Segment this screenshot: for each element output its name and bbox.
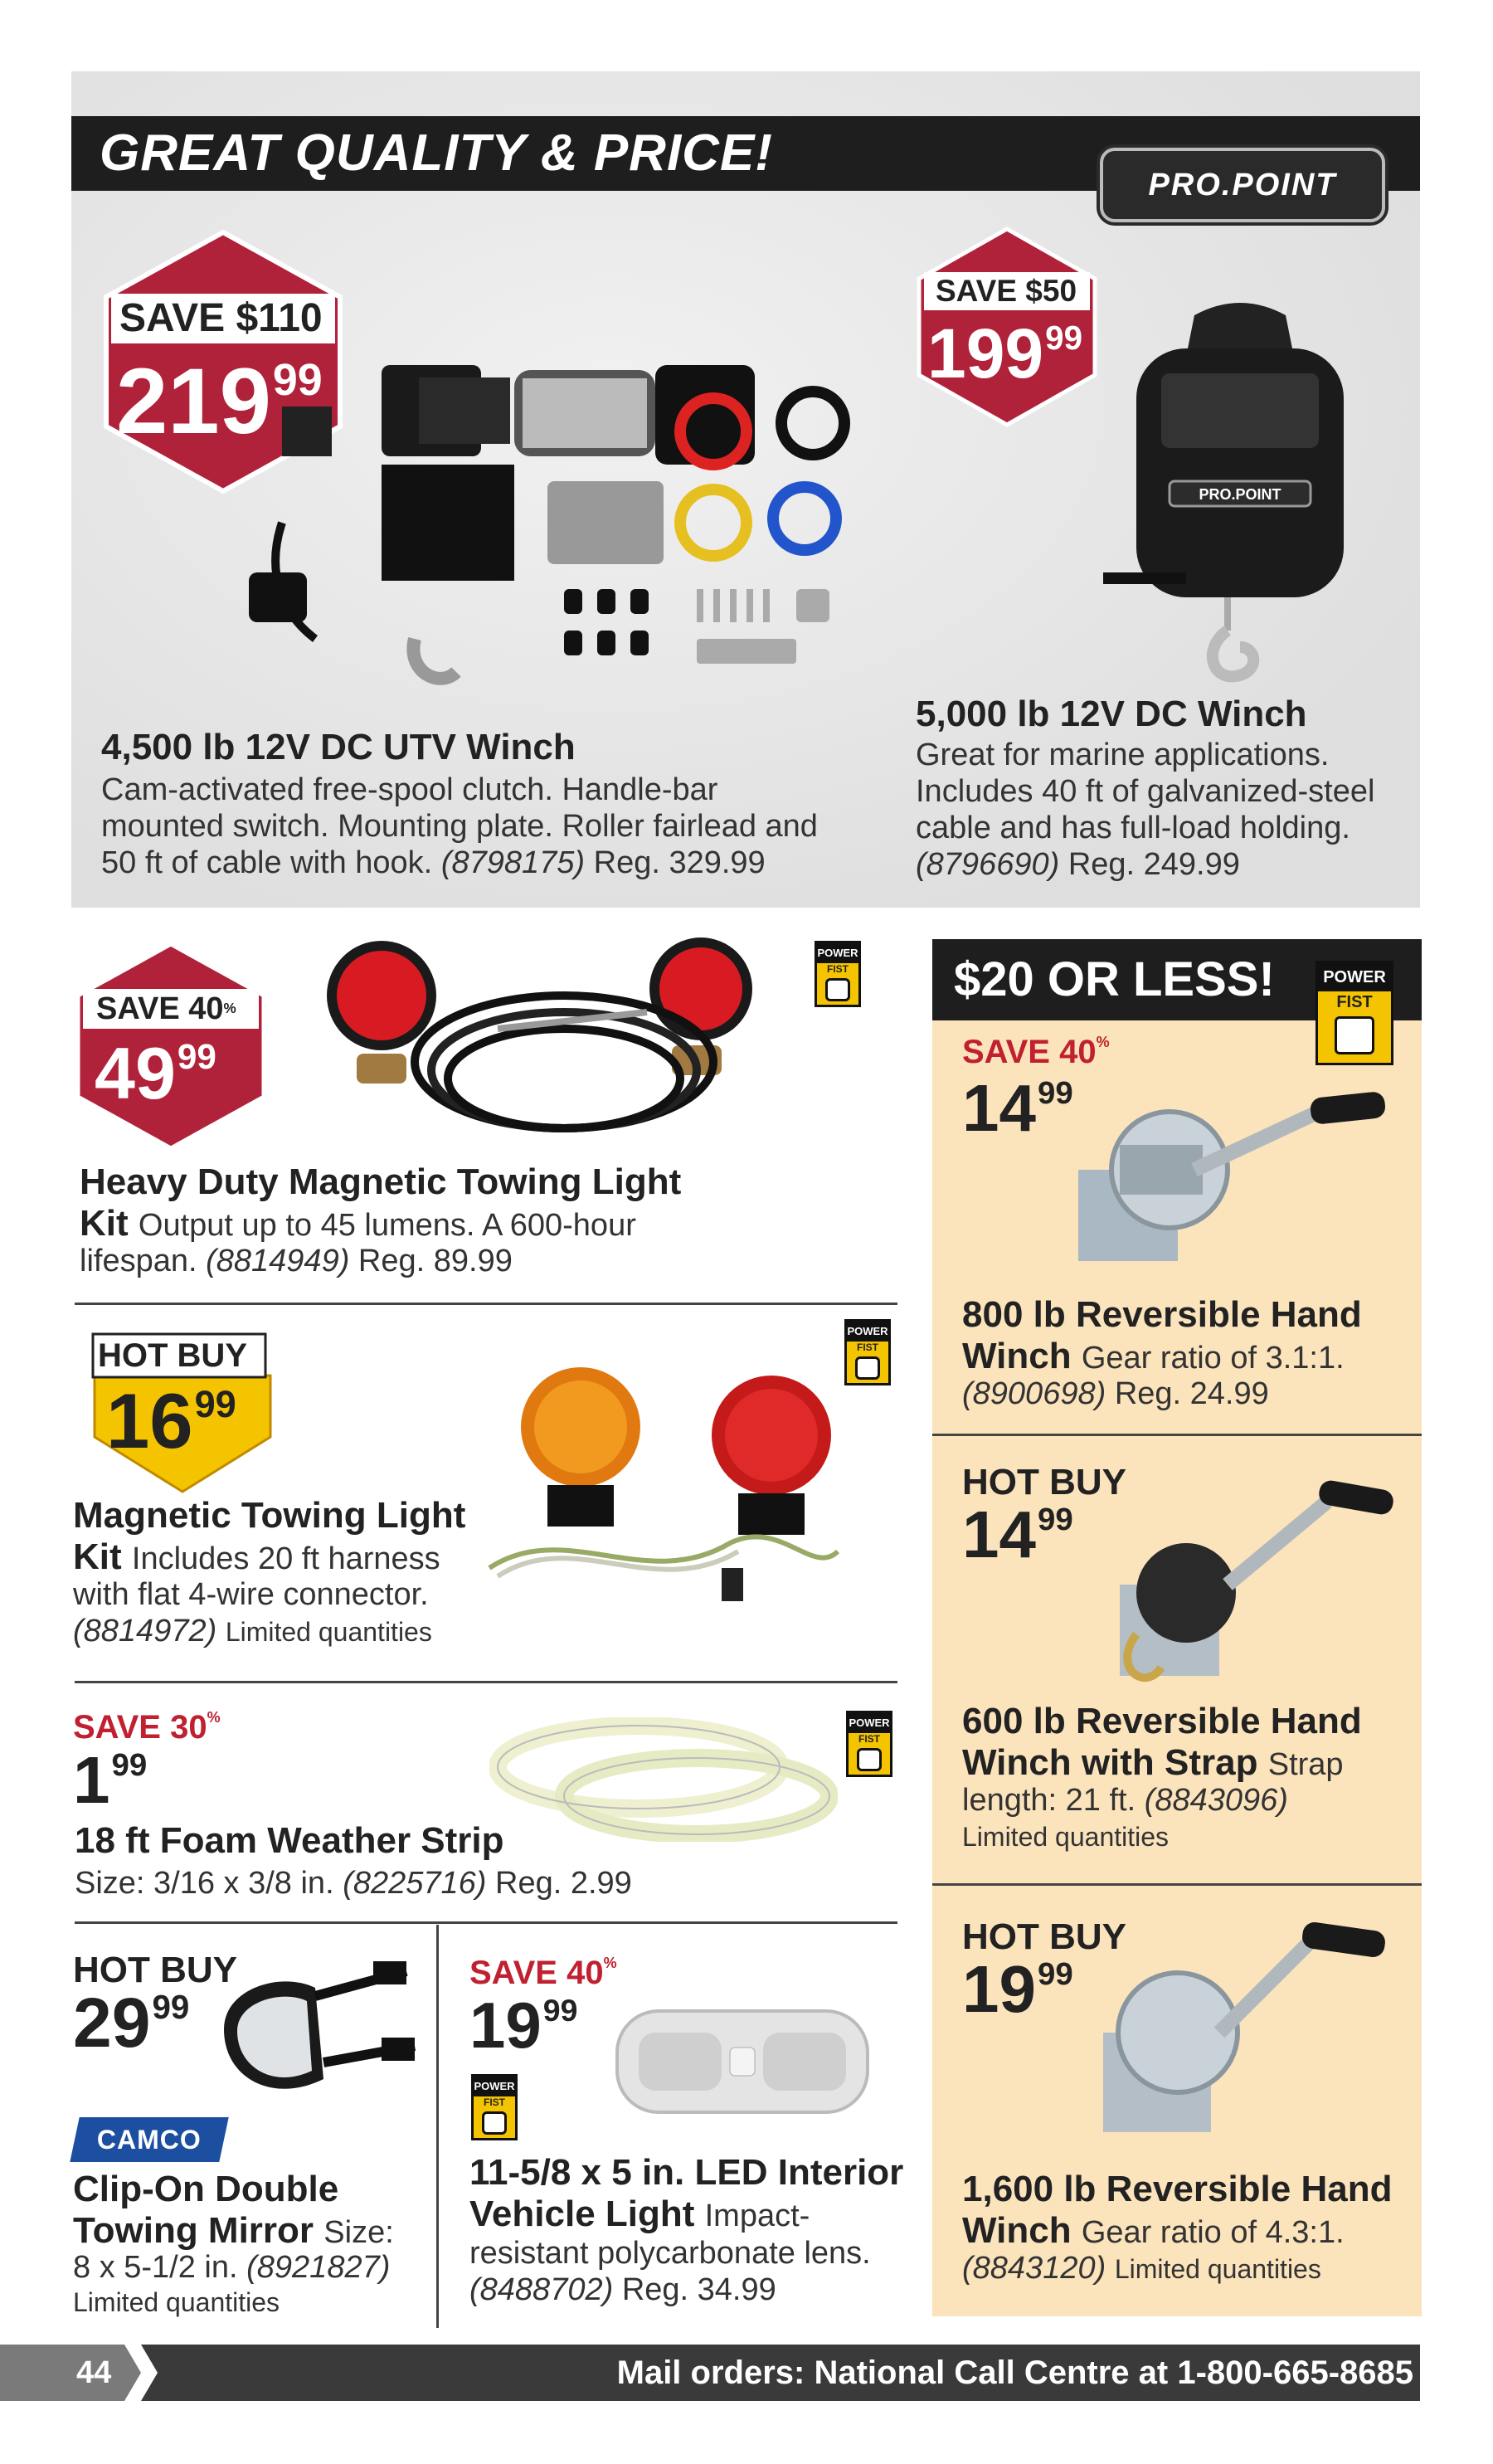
price-dollars: 19 bbox=[962, 1952, 1036, 2026]
hot-buy-label: HOT BUY bbox=[73, 1950, 237, 1990]
fist-icon bbox=[855, 1356, 880, 1380]
name-text: Winch bbox=[962, 1336, 1072, 1376]
save-text: SAVE 40 bbox=[96, 991, 224, 1026]
price-cents: 99 bbox=[542, 1992, 578, 2028]
product-name-towing bbox=[73, 1495, 465, 1578]
desc-text: Gear ratio of 3.1:1. bbox=[1081, 1341, 1345, 1376]
desc-line bbox=[469, 2272, 871, 2308]
power-fist-logo bbox=[815, 941, 861, 1007]
hero-title: GREAT QUALITY & PRICE! bbox=[100, 124, 773, 182]
product-name-mirror bbox=[73, 2169, 394, 2252]
power-fist-top: POWER bbox=[1318, 963, 1391, 991]
price bbox=[95, 1032, 216, 1114]
price-dollars: 49 bbox=[95, 1032, 176, 1114]
fist-icon bbox=[825, 978, 850, 1001]
price-cents: 99 bbox=[152, 1988, 190, 2027]
hot-buy-label: HOT BUY bbox=[962, 1916, 1126, 1957]
power-fist-top: POWER bbox=[817, 943, 858, 963]
save-label bbox=[962, 1034, 1110, 1071]
fist-icon bbox=[857, 1748, 882, 1771]
desc-line: mounted switch. Mounting plate. Roller fairlead and bbox=[101, 809, 818, 844]
limited-note: Limited quantities bbox=[962, 1822, 1170, 1852]
name-line: Heavy Duty Magnetic Towing Light bbox=[80, 1161, 682, 1202]
price bbox=[106, 1377, 236, 1464]
hot-buy-label: HOT BUY bbox=[98, 1337, 247, 1374]
sku: (8225716) bbox=[343, 1866, 487, 1901]
name-line: 600 lb Reversible Hand bbox=[962, 1701, 1362, 1741]
desc-line: Includes 40 ft of galvanized-steel bbox=[916, 774, 1375, 809]
price-dollars: 199 bbox=[927, 314, 1044, 392]
led-light-image bbox=[614, 2008, 871, 2116]
product-name-utv-winch: 4,500 lb 12V DC UTV Winch bbox=[101, 727, 576, 767]
desc-text: Impact- bbox=[704, 2199, 810, 2233]
name-line bbox=[962, 1742, 1362, 1784]
divider bbox=[75, 1303, 897, 1305]
price-dollars: 16 bbox=[106, 1377, 193, 1464]
power-fist-mid: FIST bbox=[858, 1733, 880, 1745]
name-text: Vehicle Light bbox=[469, 2194, 695, 2234]
price-dollars: 1 bbox=[73, 1743, 110, 1817]
product-desc-mirror bbox=[73, 2250, 390, 2320]
save-text: SAVE 30 bbox=[73, 1709, 207, 1746]
reg-price: Reg. 34.99 bbox=[621, 2272, 776, 2307]
percent-sign: % bbox=[1096, 1034, 1110, 1050]
reg-price: Reg. 329.99 bbox=[593, 845, 766, 880]
price bbox=[73, 1984, 190, 2062]
towing-light-image bbox=[464, 1352, 863, 1601]
limited-note: Limited quantities bbox=[225, 1617, 432, 1647]
price-cents: 99 bbox=[1037, 1502, 1073, 1538]
price-cents: 99 bbox=[177, 1037, 216, 1077]
save-label bbox=[96, 989, 236, 1029]
name-text: Towing Mirror bbox=[73, 2210, 314, 2251]
fist-icon bbox=[482, 2111, 507, 2135]
panel-title: $20 OR LESS! bbox=[954, 952, 1275, 1006]
price-cents: 99 bbox=[272, 355, 323, 406]
sku: (8814949) bbox=[206, 1244, 350, 1278]
percent-sign: % bbox=[603, 1955, 617, 1971]
reg-price: Reg. 249.99 bbox=[1067, 847, 1240, 882]
name-line bbox=[469, 2194, 903, 2235]
save-label bbox=[73, 1709, 221, 1746]
hand-winch-1600-image bbox=[1095, 1908, 1402, 2157]
product-name-winch800 bbox=[962, 1294, 1362, 1377]
fist-icon bbox=[1335, 1016, 1374, 1054]
desc-text: Gear ratio of 4.3:1. bbox=[1081, 2215, 1345, 2250]
save-label: SAVE $110 bbox=[119, 296, 323, 340]
desc-line: cable and has full-load holding. bbox=[916, 811, 1350, 845]
name-line bbox=[73, 1536, 465, 1578]
name-line: Clip-On Double bbox=[73, 2169, 339, 2209]
price-hexagon-right bbox=[916, 226, 1098, 428]
divider bbox=[932, 1434, 1422, 1436]
power-fist-mid: FIST bbox=[1336, 993, 1373, 1011]
desc-line: resistant polycarbonate lens. bbox=[469, 2236, 871, 2271]
name-line: 11-5/8 x 5 in. LED Interior bbox=[469, 2152, 904, 2193]
price-dollars: 219 bbox=[116, 349, 271, 453]
save-text: SAVE 40 bbox=[469, 1955, 604, 1991]
product-desc-winch800 bbox=[962, 1376, 1269, 1412]
power-fist-logo bbox=[471, 2074, 518, 2140]
desc-line: with flat 4-wire connector. bbox=[73, 1577, 429, 1612]
product-desc-utv-winch bbox=[101, 772, 897, 881]
desc-text: Includes 20 ft harness bbox=[131, 1541, 440, 1576]
desc-line bbox=[916, 846, 1413, 883]
desc-line bbox=[101, 845, 897, 881]
power-fist-logo bbox=[846, 1711, 892, 1777]
camco-logo-text: CAMCO bbox=[97, 2124, 202, 2155]
price bbox=[962, 1497, 1073, 1571]
percent-sign: % bbox=[223, 1001, 236, 1016]
desc-line bbox=[73, 1613, 432, 1650]
dc-winch-image bbox=[1103, 299, 1377, 689]
sku: (8488702) bbox=[469, 2272, 614, 2307]
camco-logo bbox=[70, 2117, 228, 2162]
desc-text: Size: bbox=[323, 2215, 394, 2250]
product-desc-winch600 bbox=[962, 1782, 1288, 1855]
desc-text: Output up to 45 lumens. A 600-hour bbox=[138, 1208, 636, 1243]
product-name-towing-hd bbox=[80, 1161, 909, 1244]
product-desc-dc-winch bbox=[916, 737, 1413, 883]
price-cents: 99 bbox=[1037, 1956, 1073, 1993]
product-name-led bbox=[469, 2152, 903, 2235]
foam-strip-image bbox=[489, 1717, 838, 1842]
power-fist-mid: FIST bbox=[827, 963, 849, 975]
name-line: Magnetic Towing Light bbox=[73, 1495, 466, 1536]
name-line bbox=[962, 1336, 1362, 1377]
limited-note: Limited quantities bbox=[1114, 2254, 1321, 2284]
winch-brand-label: PRO.POINT bbox=[1199, 486, 1281, 503]
save-text: SAVE 40 bbox=[962, 1034, 1097, 1070]
sku: (8921827) bbox=[246, 2250, 391, 2285]
sku: (8843096) bbox=[1144, 1783, 1288, 1818]
power-fist-top: POWER bbox=[474, 2077, 515, 2096]
price bbox=[927, 314, 1082, 392]
reg-price: Reg. 2.99 bbox=[495, 1866, 632, 1901]
hand-winch-800-image bbox=[1070, 1079, 1393, 1278]
product-name-winch600 bbox=[962, 1701, 1362, 1784]
desc-text: lifespan. bbox=[80, 1244, 197, 1278]
hand-winch-600-image bbox=[1111, 1468, 1402, 1692]
brand-logo-text: PRO.POINT bbox=[1148, 167, 1337, 202]
power-fist-top: POWER bbox=[847, 1322, 888, 1342]
divider bbox=[932, 1883, 1422, 1886]
price-dollars: 14 bbox=[962, 1497, 1036, 1571]
desc-line bbox=[73, 2250, 390, 2285]
percent-sign: % bbox=[207, 1709, 221, 1726]
price-cents: 99 bbox=[1045, 319, 1082, 358]
hd-towing-light-image bbox=[315, 929, 780, 1161]
price bbox=[469, 1989, 578, 2062]
reg-price: Reg. 89.99 bbox=[357, 1244, 513, 1278]
price-dollars: 19 bbox=[469, 1989, 542, 2062]
sku: (8798175) bbox=[440, 845, 586, 880]
name-line bbox=[962, 2210, 1392, 2252]
reg-price: Reg. 24.99 bbox=[1114, 1376, 1269, 1411]
product-name-foam-strip: 18 ft Foam Weather Strip bbox=[75, 1820, 504, 1861]
page-number: 44 bbox=[76, 2355, 112, 2390]
sku: (8843120) bbox=[962, 2251, 1106, 2286]
price-hexagon-towing-hd bbox=[75, 941, 267, 1152]
save-label: SAVE $50 bbox=[936, 274, 1077, 308]
desc-text: length: 21 ft. bbox=[962, 1783, 1136, 1818]
desc-line bbox=[962, 1782, 1288, 1819]
sku: (8900698) bbox=[962, 1376, 1106, 1411]
vertical-divider bbox=[436, 1925, 439, 2328]
desc-line: Cam-activated free-spool clutch. Handle-bar bbox=[101, 772, 718, 807]
page-tab-arrow-icon bbox=[124, 2345, 158, 2401]
name-line bbox=[80, 1203, 909, 1244]
product-desc-winch1600 bbox=[962, 2250, 1321, 2287]
price-dollars: 29 bbox=[73, 1984, 151, 2062]
page-number-tab bbox=[0, 2345, 141, 2401]
product-name-winch1600 bbox=[962, 2169, 1392, 2252]
save-label bbox=[469, 1955, 617, 1992]
name-text: Kit bbox=[73, 1536, 122, 1577]
desc-text: Size: 3/16 x 3/8 in. bbox=[75, 1866, 334, 1901]
price-dollars: 14 bbox=[962, 1071, 1036, 1145]
desc-text: 8 x 5-1/2 in. bbox=[73, 2250, 238, 2285]
price-cents: 99 bbox=[194, 1382, 236, 1425]
power-fist-logo bbox=[844, 1319, 891, 1385]
product-desc-foam-strip bbox=[75, 1865, 632, 1902]
power-fist-logo-large bbox=[1315, 961, 1393, 1065]
divider bbox=[75, 1921, 897, 1924]
price bbox=[962, 1071, 1073, 1145]
power-fist-mid: FIST bbox=[857, 1342, 878, 1353]
utv-winch-kit-image bbox=[249, 340, 879, 730]
product-name-dc-winch: 5,000 lb 12V DC Winch bbox=[916, 694, 1307, 734]
hot-buy-badge bbox=[86, 1329, 279, 1495]
price bbox=[962, 1952, 1073, 2026]
name-text: Winch bbox=[962, 2210, 1072, 2251]
product-desc-led bbox=[469, 2235, 871, 2308]
sku: (8814972) bbox=[73, 1614, 217, 1648]
product-desc-towing bbox=[73, 1576, 432, 1650]
pro-point-logo bbox=[1100, 148, 1385, 222]
footer-mail-orders: Mail orders: National Call Centre at 1-800-665-8685 bbox=[616, 2354, 1413, 2391]
name-line: 1,600 lb Reversible Hand bbox=[962, 2169, 1393, 2209]
limited-note: Limited quantities bbox=[73, 2287, 280, 2317]
power-fist-top: POWER bbox=[849, 1713, 890, 1733]
price bbox=[73, 1743, 148, 1817]
divider bbox=[75, 1681, 897, 1683]
towing-mirror-image bbox=[207, 1955, 423, 2112]
sku: (8796690) bbox=[916, 847, 1060, 882]
name-line: 800 lb Reversible Hand bbox=[962, 1294, 1362, 1335]
price-cents: 99 bbox=[111, 1747, 148, 1784]
product-desc-towing-hd bbox=[80, 1243, 513, 1279]
desc-text: Strap bbox=[1267, 1747, 1344, 1782]
desc-text: 50 ft of cable with hook. bbox=[101, 845, 433, 880]
hot-buy-label: HOT BUY bbox=[962, 1462, 1126, 1502]
name-text: Winch with Strap bbox=[962, 1742, 1258, 1783]
name-line bbox=[73, 2210, 394, 2252]
power-fist-mid: FIST bbox=[484, 2096, 505, 2108]
name-text: Kit bbox=[80, 1203, 129, 1244]
desc-line: Great for marine applications. bbox=[916, 738, 1330, 772]
price-cents: 99 bbox=[1037, 1075, 1073, 1112]
